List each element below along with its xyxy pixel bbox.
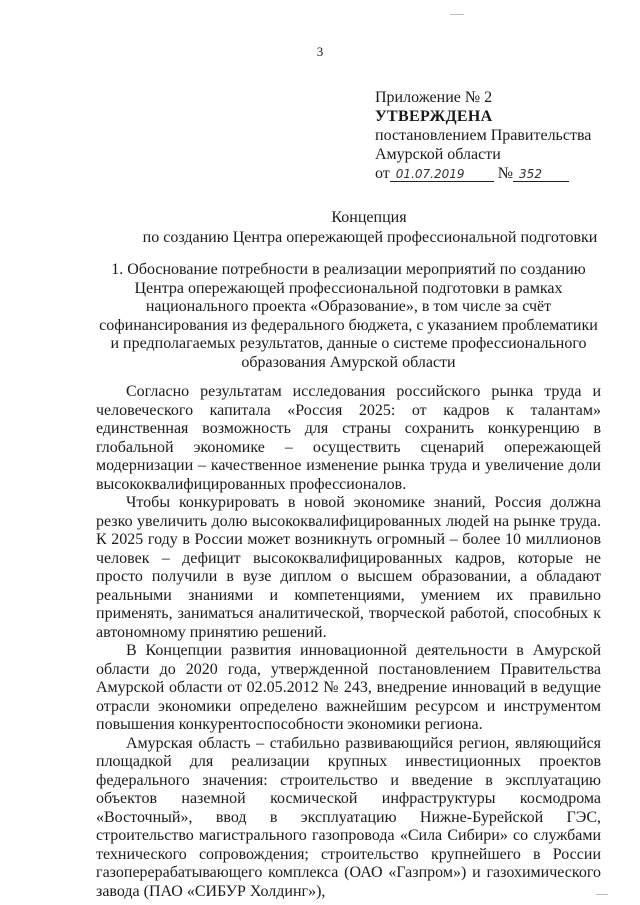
approved-label: УТВЕРЖДЕНА	[375, 108, 493, 125]
section-heading: 1. Обоснование потребности в реализации мероприятий по созданию Центра опережающей профессиональной подготовки в рамках национального проекта «Образование», в том числе за счёт софинансирования из федерального бюджета, с указанием проблематики и предполагаемых результатов, данные о системе профессионального образования Амурской области	[99, 261, 598, 371]
number-label: №	[497, 165, 514, 182]
approved-region: Амурской области	[375, 146, 501, 163]
paragraph: Согласно результатам исследования российского рынка труда и человеческого капитала «Россия 2025: от кадров к талантам» единственная возможность для страны сохранить конкуренцию в глобальной экономике – осуществить сценарий опережающей модернизации – качественное изменение рынка труда и увеличение доли высококвалифицированных профессионалов.	[96, 383, 601, 493]
document-title: Концепция	[331, 209, 407, 226]
document-subtitle: по созданию Центра опережающей профессиональной подготовки	[142, 229, 598, 246]
paragraph: Чтобы конкурировать в новой экономике знаний, Россия должна резко увеличить долю высококвалифицированных людей на рынке труда. К 2025 году в России может возникнуть огромный – более 10 миллионов человек – дефицит высококвалифицированных кадров, которые не просто получили в вузе диплом о высшем образовании, а обладают реальными знаниями и компетенциями, умением их правильно применять, заниматься аналитической, творческой работой, способных к автономному принятию решений.	[96, 494, 601, 641]
body-text	[96, 383, 601, 901]
approval-block	[375, 88, 591, 183]
appendix-label: Приложение № 2	[375, 89, 493, 106]
from-label: от	[375, 165, 390, 182]
approved-by: постановлением Правительства	[375, 127, 592, 144]
paragraph: В Концепции развития инновационной деятельности в Амурской области до 2020 года, утвержденной постановлением Правительства Амурской области от 02.05.2012 № 243, внедрение инноваций в ведущие отрасли экономики определено важнейшим ресурсом и инструментом повышения конкурентоспособности экономики региона.	[96, 642, 601, 733]
scan-mark-top	[450, 14, 464, 15]
handwritten-number: 352	[513, 167, 569, 182]
approval-date-line	[375, 164, 591, 183]
page-number: 3	[316, 44, 324, 59]
paragraph: Амурская область – стабильно развивающийся регион, являющийся площадкой для реализации крупных инвестиционных проектов федерального значения: строительство и введение в эксплуатацию объектов наземной космической инфраструктуры космодрома «Восточный», ввод в эксплуатацию Нижне-Бурейской ГЭС, строительство магистрального газопровода «Сила Сибири» со службами технического сопровождения; строительство крупнейшего в России газоперерабатывающего комплекса (ОАО «Газпром») и газохимического завода (ПАО «СИБУР Холдинг»),	[96, 734, 601, 900]
handwritten-date: 01.07.2019	[390, 167, 494, 182]
